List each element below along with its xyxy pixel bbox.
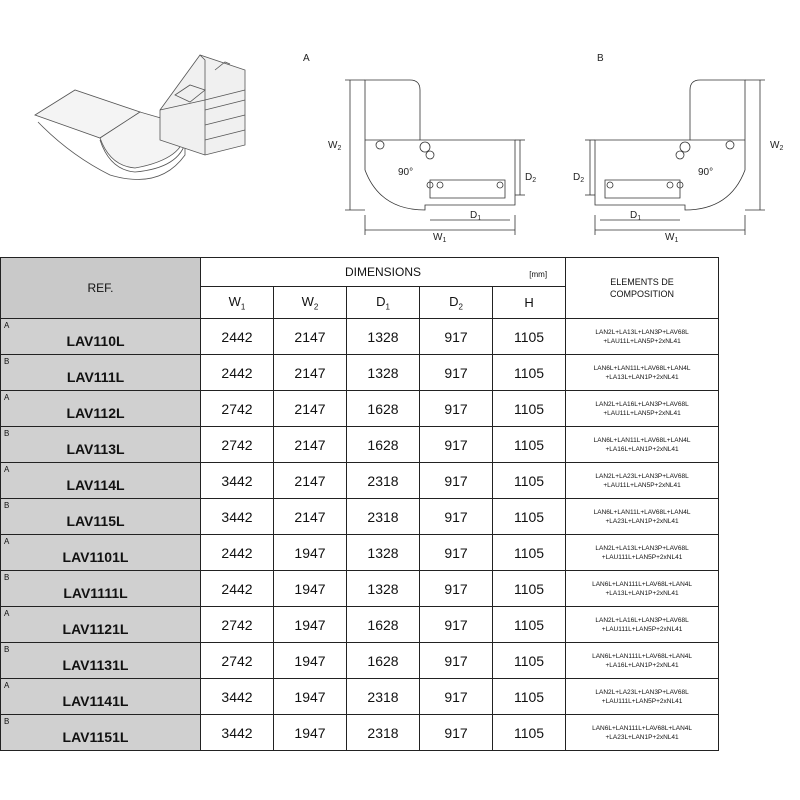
ref-cell <box>1 715 201 751</box>
composition-cell: LAN2L+LA13L+LAN3P+LAV68L +LAU11L+LAN5P+2xNL41 <box>566 319 719 355</box>
d1-cell: 1328 <box>347 355 420 391</box>
variant-label: A <box>4 537 10 546</box>
variant-label: B <box>4 357 10 366</box>
w1-cell: 3442 <box>201 679 274 715</box>
d1-cell: 2318 <box>347 679 420 715</box>
variant-label: B <box>4 645 10 654</box>
w2-cell: 1947 <box>274 607 347 643</box>
composition-cell: LAN6L+LAN111L+LAV68L+LAN4L +LA13L+LAN1P+2xNL41 <box>566 571 719 607</box>
w1-cell: 2742 <box>201 643 274 679</box>
col-w1-header: $W_1$ <box>201 287 274 319</box>
svg-text:D1: $D_1$ <box>630 210 642 222</box>
w1-cell: 2742 <box>201 427 274 463</box>
composition-cell: LAN2L+LA13L+LAN3P+LAV68L +LAU111L+LAN5P+2xNL41 <box>566 535 719 571</box>
variant-label: B <box>4 573 10 582</box>
svg-text:D2: $D_2$ <box>525 172 537 184</box>
table-row <box>1 391 719 427</box>
table-row <box>1 715 719 751</box>
ref-header: REF. <box>1 258 201 319</box>
d2-cell: 917 <box>420 679 493 715</box>
w2-cell: 1947 <box>274 571 347 607</box>
ref-code: LAV112L <box>66 404 125 421</box>
d2-cell: 917 <box>420 535 493 571</box>
ref-cell <box>1 679 201 715</box>
ref-cell <box>1 499 201 535</box>
composition-cell: LAN6L+LAN11L+LAV68L+LAN4L +LA16L+LAN1P+2xNL41 <box>566 427 719 463</box>
d2-cell: 917 <box>420 355 493 391</box>
d2-cell: 917 <box>420 463 493 499</box>
ref-code: LAV1111L <box>63 584 128 601</box>
variant-label: A <box>4 321 10 330</box>
ref-code: LAV1101L <box>62 548 129 565</box>
w1-cell: 2442 <box>201 535 274 571</box>
table-row <box>1 319 719 355</box>
ref-cell <box>1 319 201 355</box>
ref-code: LAV115L <box>66 512 125 529</box>
d2-cell: 917 <box>420 607 493 643</box>
svg-text:W1: $W_1$ <box>433 232 447 244</box>
svg-text:W2: $W_2$ <box>770 140 784 152</box>
dimensions-table <box>0 257 719 751</box>
h-cell: 1105 <box>493 463 566 499</box>
ref-cell <box>1 643 201 679</box>
variant-label: A <box>4 393 10 402</box>
variant-label: A <box>4 465 10 474</box>
h-cell: 1105 <box>493 535 566 571</box>
ref-code: LAV1151L <box>62 728 129 745</box>
composition-cell: LAN6L+LAN11L+LAV68L+LAN4L +LA13L+LAN1P+2xNL41 <box>566 355 719 391</box>
d2-cell: 917 <box>420 571 493 607</box>
h-cell: 1105 <box>493 571 566 607</box>
svg-text:W2: $W_2$ <box>328 140 342 152</box>
w2-cell: 2147 <box>274 319 347 355</box>
h-cell: 1105 <box>493 355 566 391</box>
w2-cell: 1947 <box>274 715 347 751</box>
d1-cell: 1328 <box>347 319 420 355</box>
table-row <box>1 427 719 463</box>
w2-cell: 1947 <box>274 535 347 571</box>
h-cell: 1105 <box>493 499 566 535</box>
w1-cell: 2442 <box>201 355 274 391</box>
plan-b-drawing <box>570 70 785 250</box>
composition-cell: LAN2L+LA16L+LAN3P+LAV68L +LAU11L+LAN5P+2xNL41 <box>566 391 719 427</box>
w1-cell: 3442 <box>201 715 274 751</box>
w2-cell: 2147 <box>274 463 347 499</box>
d1-cell: 1328 <box>347 571 420 607</box>
composition-cell: LAN6L+LAN111L+LAV68L+LAN4L +LA16L+LAN1P+2xNL41 <box>566 643 719 679</box>
ref-cell <box>1 391 201 427</box>
table-row <box>1 463 719 499</box>
w2-label: W <box>328 140 338 151</box>
d2-cell: 917 <box>420 499 493 535</box>
table-row <box>1 571 719 607</box>
composition-cell: LAN6L+LAN11L+LAV68L+LAN4L +LA23L+LAN1P+2xNL41 <box>566 499 719 535</box>
variant-label: B <box>4 717 10 726</box>
composition-cell: LAN2L+LA16L+LAN3P+LAV68L +LAU111L+LAN5P+2xNL41 <box>566 607 719 643</box>
unit-label: [mm] <box>529 270 548 279</box>
variant-label: B <box>4 429 10 438</box>
ref-code: LAV110L <box>66 332 125 349</box>
w2-cell: 2147 <box>274 355 347 391</box>
ref-cell <box>1 571 201 607</box>
variant-label: B <box>4 501 10 510</box>
d2-cell: 917 <box>420 643 493 679</box>
desk-isometric-drawing <box>30 40 260 200</box>
d2-cell: 917 <box>420 427 493 463</box>
h-cell: 1105 <box>493 391 566 427</box>
d1-cell: 1628 <box>347 643 420 679</box>
d2-cell: 917 <box>420 715 493 751</box>
composition-cell: LAN2L+LA23L+LAN3P+LAV68L +LAU111L+LAN5P+2xNL41 <box>566 679 719 715</box>
angle-label: 90° <box>398 167 414 178</box>
table-row <box>1 607 719 643</box>
w1-cell: 2742 <box>201 607 274 643</box>
ref-cell <box>1 535 201 571</box>
table-row <box>1 535 719 571</box>
h-cell: 1105 <box>493 715 566 751</box>
d2-cell: 917 <box>420 391 493 427</box>
d1-cell: 1628 <box>347 427 420 463</box>
w1-cell: 2742 <box>201 391 274 427</box>
h-cell: 1105 <box>493 643 566 679</box>
composition-cell: LAN6L+LAN111L+LAV68L+LAN4L +LA23L+LAN1P+2xNL41 <box>566 715 719 751</box>
w1-cell: 2442 <box>201 571 274 607</box>
plan-a-drawing <box>320 70 540 250</box>
col-d2-header: $D_2$ <box>420 287 493 319</box>
d1-cell: 2318 <box>347 499 420 535</box>
ref-code: LAV114L <box>66 476 125 493</box>
d1-cell: 1628 <box>347 391 420 427</box>
w2-cell: 1947 <box>274 679 347 715</box>
plan-a-letter: A <box>303 53 310 64</box>
ref-cell <box>1 607 201 643</box>
w1-cell: 3442 <box>201 499 274 535</box>
ref-code: LAV1141L <box>62 692 129 709</box>
variant-label: A <box>4 609 10 618</box>
col-h-header: H <box>493 287 566 319</box>
composition-cell: LAN2L+LA23L+LAN3P+LAV68L +LAU11L+LAN5P+2xNL41 <box>566 463 719 499</box>
d1-cell: 2318 <box>347 715 420 751</box>
d1-cell: 1328 <box>347 535 420 571</box>
h-cell: 1105 <box>493 319 566 355</box>
h-cell: 1105 <box>493 607 566 643</box>
table-row <box>1 355 719 391</box>
plan-b-letter: B <box>597 53 604 64</box>
col-d1-header: $D_1$ <box>347 287 420 319</box>
h-cell: 1105 <box>493 427 566 463</box>
elements-header: ELEMENTS DE COMPOSITION <box>566 258 719 319</box>
w1-cell: 3442 <box>201 463 274 499</box>
ref-cell <box>1 463 201 499</box>
ref-code: LAV1121L <box>62 620 129 637</box>
w2-cell: 1947 <box>274 643 347 679</box>
ref-code: LAV111L <box>66 368 125 385</box>
ref-cell <box>1 355 201 391</box>
w1-cell: 2442 <box>201 319 274 355</box>
d1-cell: 2318 <box>347 463 420 499</box>
ref-code: LAV113L <box>66 440 125 457</box>
w2-cell: 2147 <box>274 391 347 427</box>
variant-label: A <box>4 681 10 690</box>
dimensions-header: DIMENSIONS [mm] <box>201 258 566 287</box>
d1-cell: 1628 <box>347 607 420 643</box>
svg-text:D2: $D_2$ <box>573 172 585 184</box>
svg-text:90°: 90° <box>698 167 714 178</box>
svg-text:W1: $W_1$ <box>665 232 679 244</box>
table-row <box>1 643 719 679</box>
h-cell: 1105 <box>493 679 566 715</box>
table-row <box>1 499 719 535</box>
d2-cell: 917 <box>420 319 493 355</box>
ref-code: LAV1131L <box>62 656 129 673</box>
table-row <box>1 679 719 715</box>
ref-cell <box>1 427 201 463</box>
col-w2-header: $W_2$ <box>274 287 347 319</box>
svg-text:D1: $D_1$ <box>470 210 482 222</box>
w2-cell: 2147 <box>274 427 347 463</box>
w2-cell: 2147 <box>274 499 347 535</box>
